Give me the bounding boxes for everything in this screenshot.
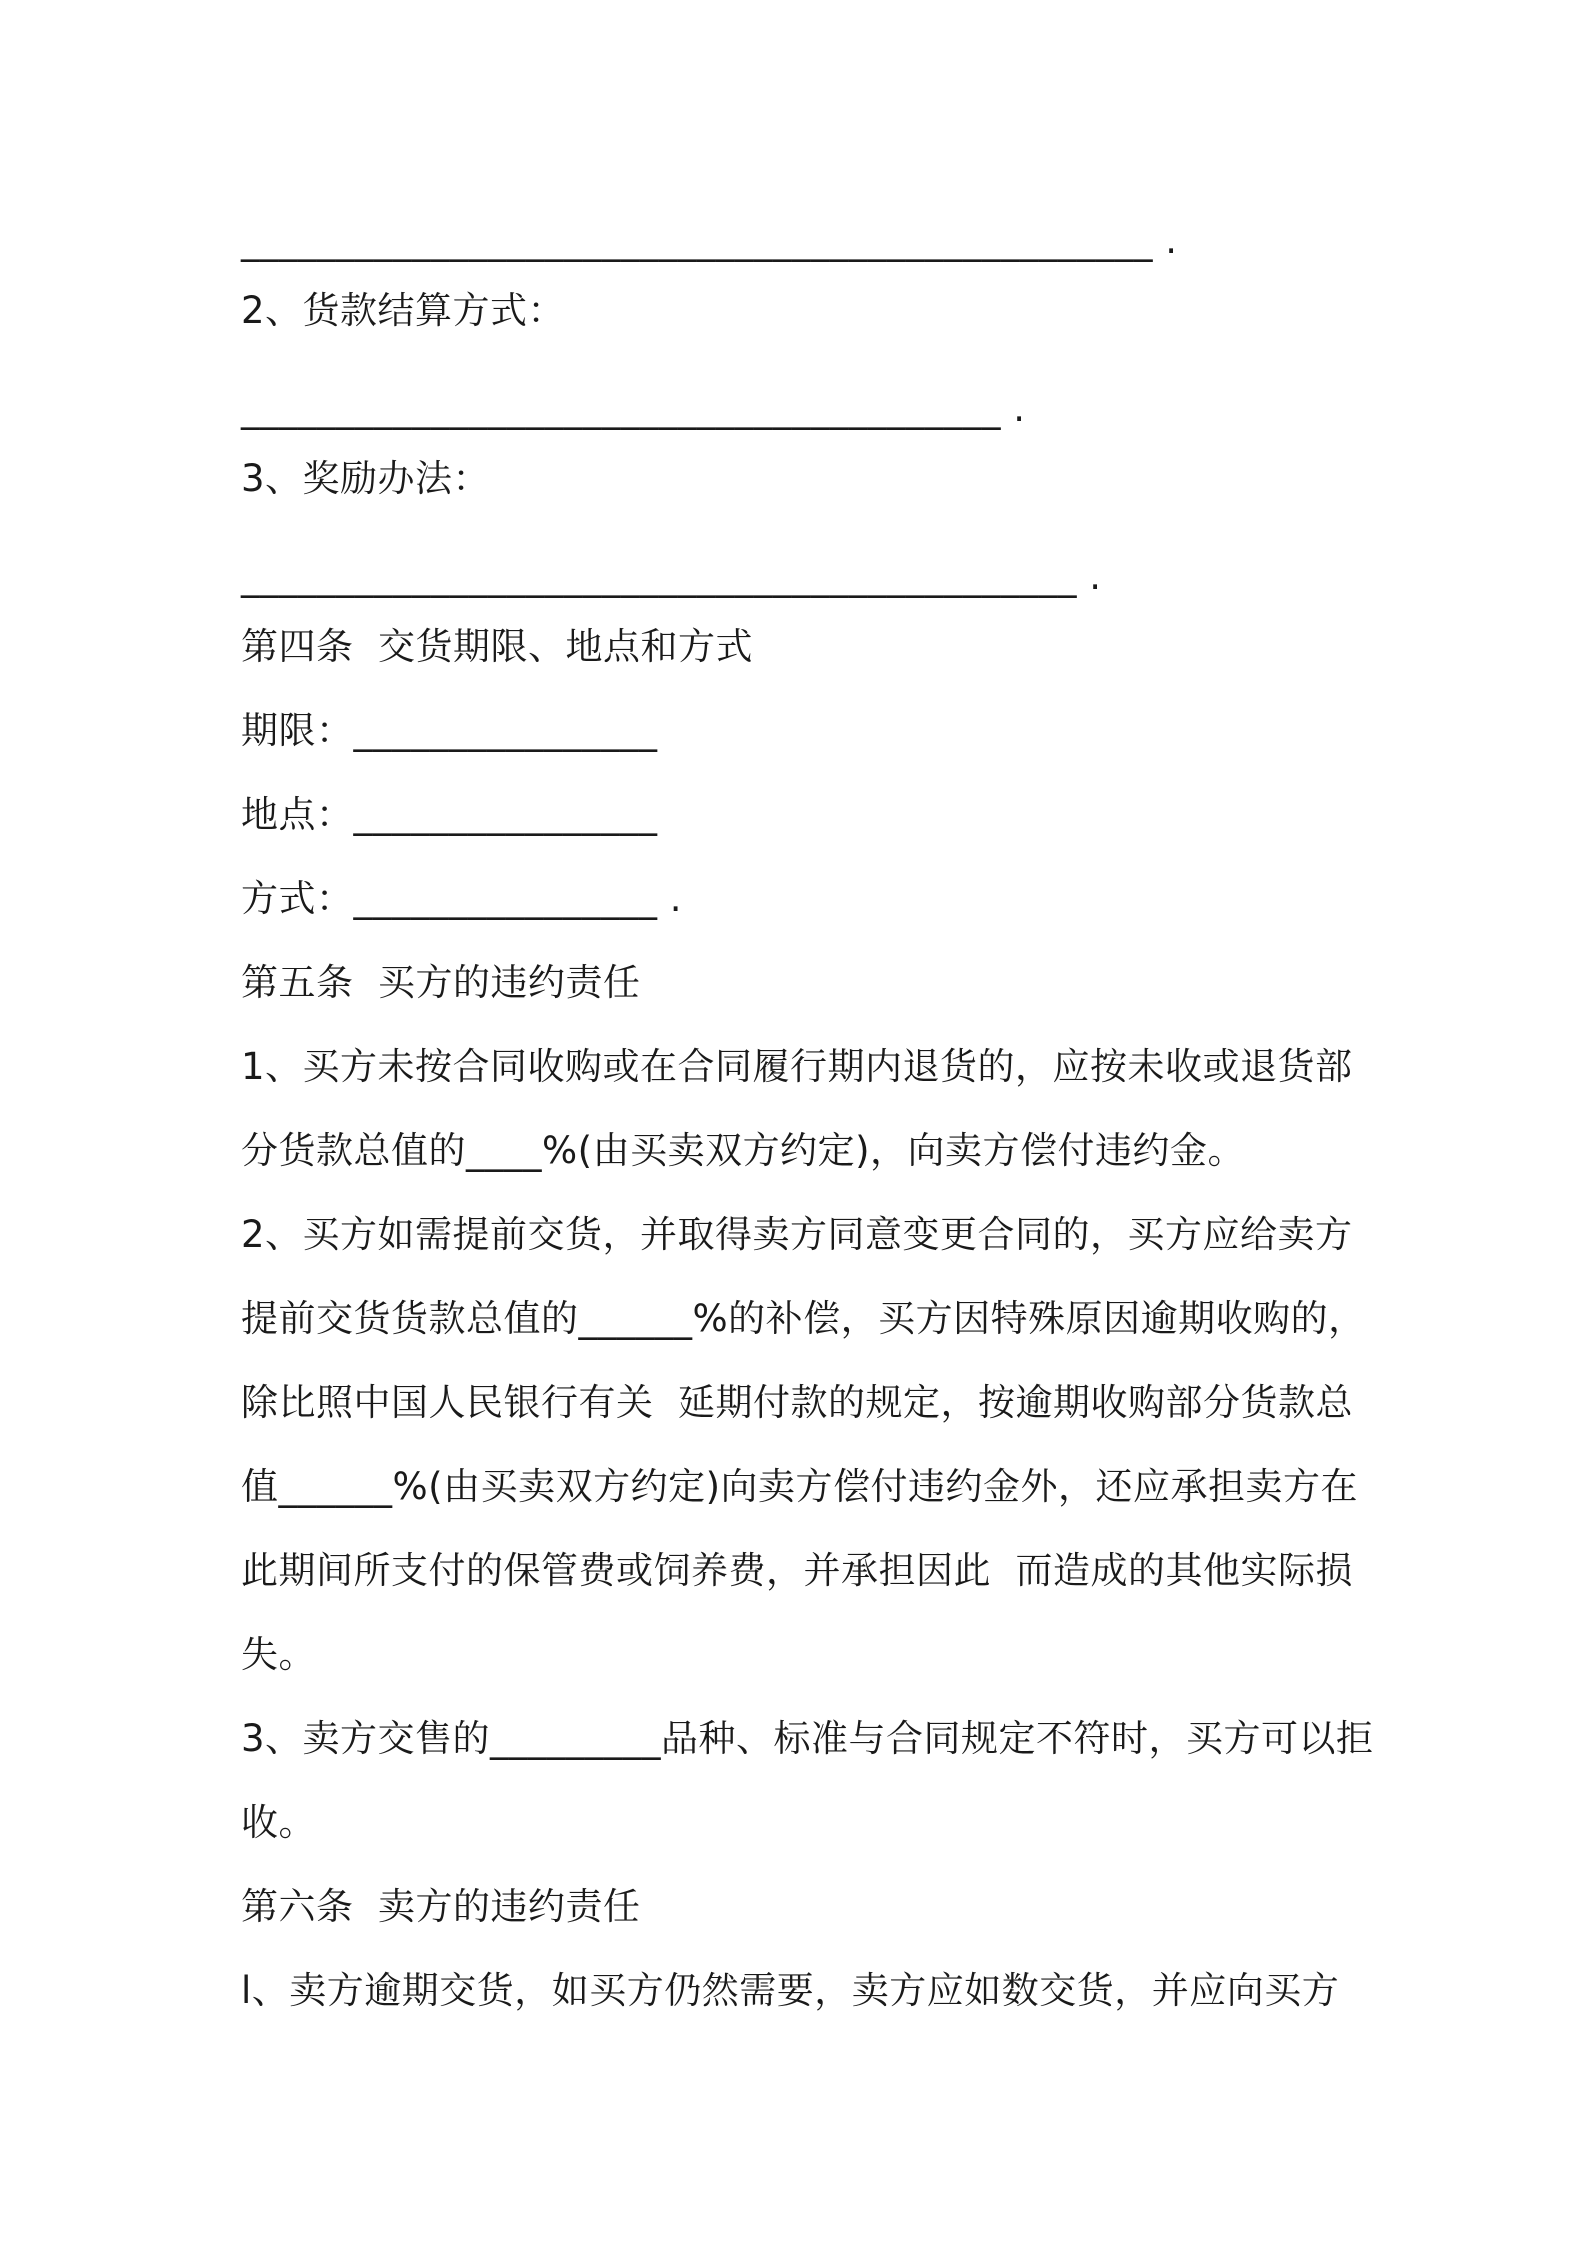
paragraph-line: 提前交货货款总值的______%的补偿，买方因特殊原因逾期收购的，	[241, 1297, 1366, 1340]
paragraph-line: 收。	[241, 1801, 316, 1844]
paragraph-line: 失。	[241, 1633, 316, 1676]
blank-line-payment-prev: ________________________________________________ .	[241, 219, 1178, 262]
paragraph-line: 值______%(由买卖双方约定)向卖方偿付违约金外，还应承担卖方在	[241, 1465, 1359, 1508]
delivery-method-field: 方式：________________ .	[241, 877, 683, 920]
delivery-place-field: 地点：________________	[241, 793, 658, 836]
paragraph-line: 分货款总值的____%(由买卖双方约定)，向卖方偿付违约金。	[241, 1129, 1246, 1172]
clause-item-payment-method: 2、货款结算方式：	[241, 289, 566, 332]
paragraph-line: 2、买方如需提前交货，并取得卖方同意变更合同的，买方应给卖方	[241, 1213, 1353, 1256]
paragraph-line: 1、买方未按合同收购或在合同履行期内退货的，应按未收或退货部	[241, 1045, 1353, 1088]
paragraph-line: 3、卖方交售的_________品种、标准与合同规定不符时，买方可以拒	[241, 1717, 1374, 1760]
paragraph-line: 除比照中国人民银行有关 延期付款的规定，按逾期收购部分货款总	[241, 1381, 1354, 1424]
delivery-term-field: 期限：________________	[241, 709, 658, 752]
paragraph-line: l、卖方逾期交货，如买方仍然需要，卖方应如数交货，并应向买方	[241, 1969, 1340, 2012]
article-heading-6: 第六条 卖方的违约责任	[241, 1885, 641, 1928]
clause-item-reward-method: 3、奖励办法：	[241, 457, 491, 500]
article-heading-5: 第五条 买方的违约责任	[241, 961, 641, 1004]
blank-line-payment-method: ________________________________________ .	[241, 387, 1026, 430]
article-heading-4: 第四条 交货期限、地点和方式	[241, 625, 754, 668]
blank-line-reward-method: ____________________________________________ .	[241, 555, 1102, 598]
paragraph-line: 此期间所支付的保管费或饲养费，并承担因此 而造成的其他实际损	[241, 1549, 1354, 1592]
